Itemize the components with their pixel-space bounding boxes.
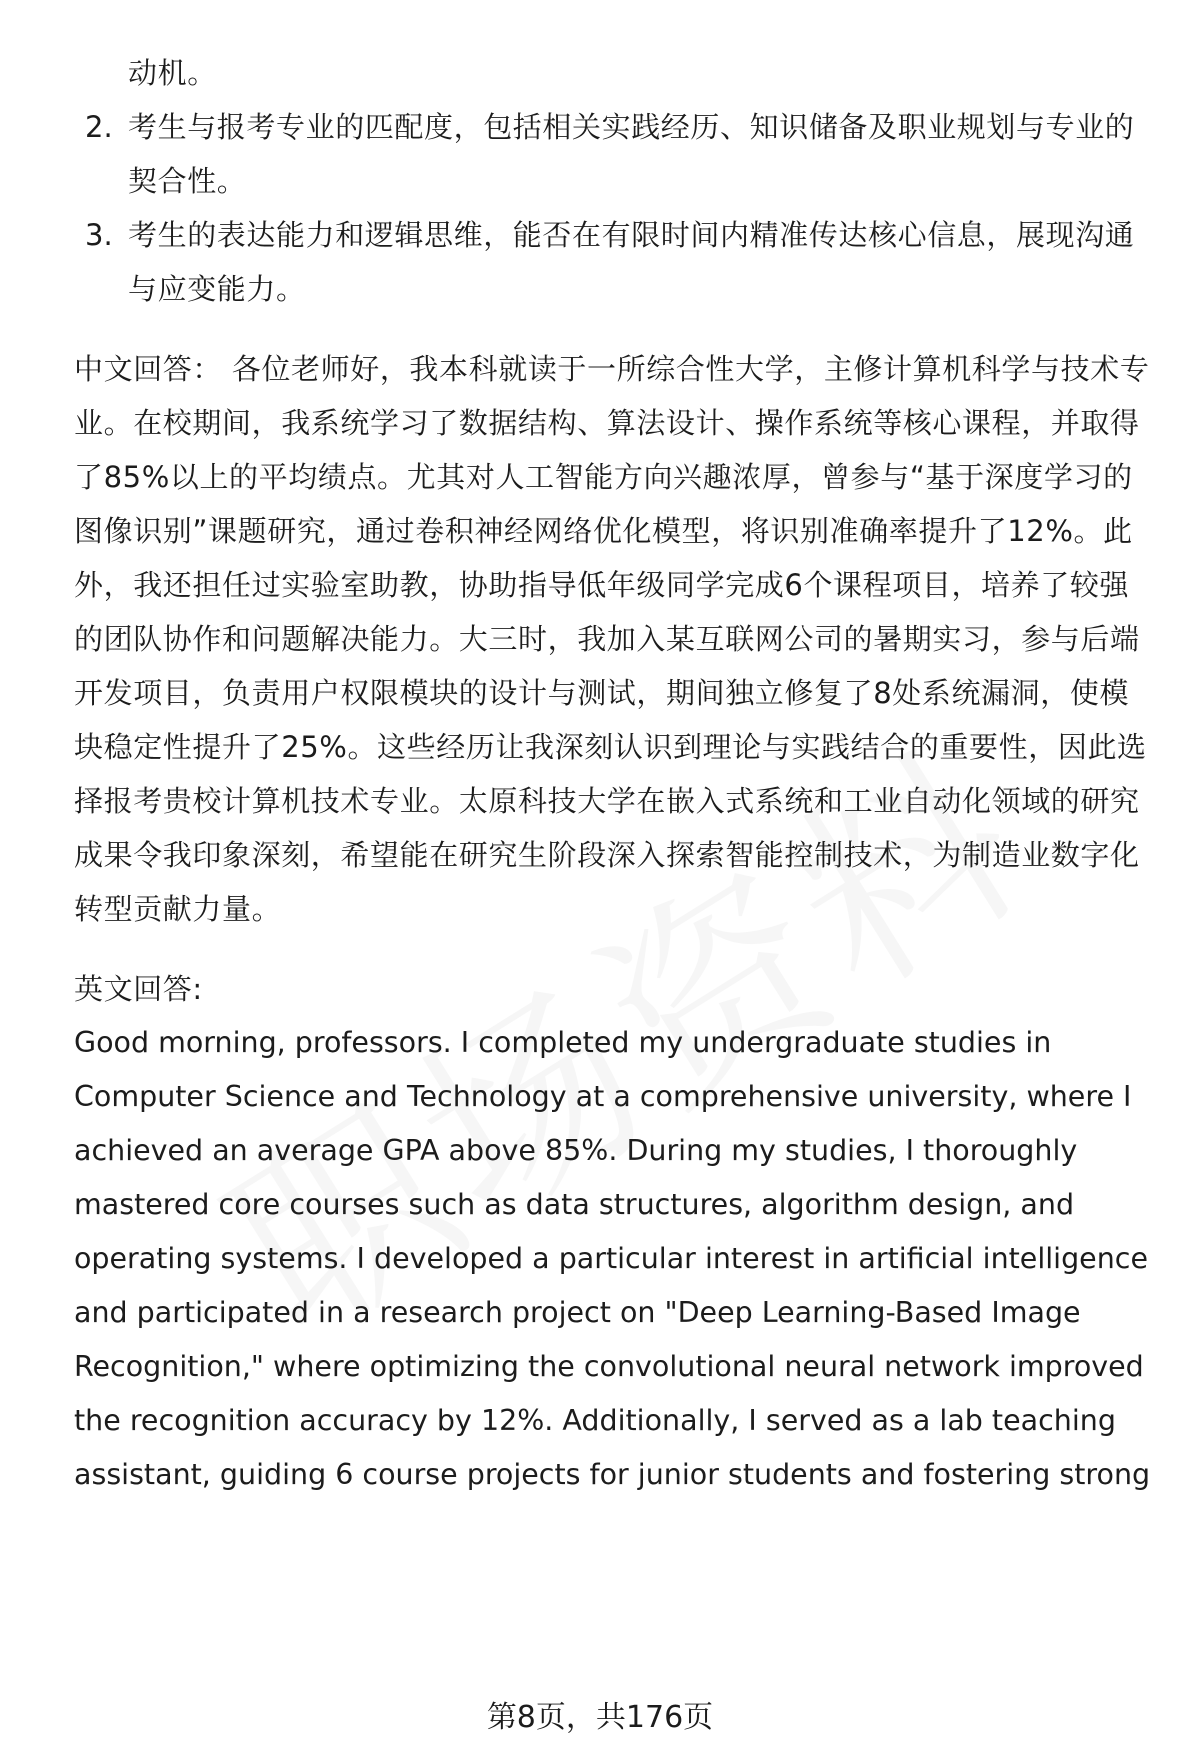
list-item-2-number: 2.: [85, 110, 113, 144]
cn-answer-line-11: 转型贡献力量。: [74, 892, 282, 926]
list-item-2-line-1: 考生与报考专业的匹配度，包括相关实践经历、知识储备及职业规划与专业的: [128, 110, 1135, 144]
list-item-2-line-2: 契合性。: [128, 164, 247, 198]
page-number-footer: 第8页，共176页: [486, 1700, 714, 1735]
en-answer-line-4: mastered core courses such as data structures, algorithm design, and: [74, 1188, 1075, 1221]
cn-answer-line-3: 了85%以上的平均绩点。尤其对人工智能方向兴趣浓厚，曾参与“基于深度学习的: [74, 460, 1133, 494]
list-item-3-line-2: 与应变能力。: [128, 272, 306, 306]
cn-answer-line-8: 块稳定性提升了25%。这些经历让我深刻认识到理论与实践结合的重要性，因此选: [74, 730, 1147, 764]
list-item-3-line-1: 考生的表达能力和逻辑思维，能否在有限时间内精准传达核心信息，展现沟通: [128, 218, 1135, 252]
en-answer-heading: 英文回答:: [74, 972, 203, 1006]
en-answer-line-5: operating systems. I developed a particular interest in artificial intelligence: [74, 1242, 1148, 1275]
list-item-3-number: 3.: [85, 218, 113, 252]
cn-answer-line-10: 成果令我印象深刻，希望能在研究生阶段深入探索智能控制技术，为制造业数字化: [74, 838, 1140, 872]
cn-answer-line-4: 图像识别”课题研究，通过卷积神经网络优化模型，将识别准确率提升了12%。此: [74, 514, 1133, 548]
cn-answer-line-7: 开发项目，负责用户权限模块的设计与测试，期间独立修复了8处系统漏洞，使模: [74, 676, 1130, 710]
cn-answer-line-2: 业。在校期间，我系统学习了数据结构、算法设计、操作系统等核心课程，并取得: [74, 406, 1140, 440]
en-answer-line-8: the recognition accuracy by 12%. Additionally, I served as a lab teaching: [74, 1404, 1116, 1437]
cn-answer-line-5: 外，我还担任过实验室助教，协助指导低年级同学完成6个课程项目，培养了较强: [74, 568, 1130, 602]
cn-answer-line-6: 的团队协作和问题解决能力。大三时，我加入某互联网公司的暑期实习，参与后端: [74, 622, 1140, 656]
en-answer-line-6: and participated in a research project on "Deep Learning-Based Image: [74, 1296, 1081, 1329]
en-answer-line-9: assistant, guiding 6 course projects for junior students and fostering strong: [74, 1458, 1151, 1491]
cn-answer-line-1: 中文回答： 各位老师好，我本科就读于一所综合性大学，主修计算机科学与技术专: [74, 352, 1150, 386]
en-answer-line-1: Good morning, professors. I completed my undergraduate studies in: [74, 1026, 1052, 1059]
en-answer-line-2: Computer Science and Technology at a comprehensive university, where I: [74, 1080, 1132, 1113]
en-answer-line-7: Recognition," where optimizing the convolutional neural network improved: [74, 1350, 1144, 1383]
list-item-1-line-1: 动机。: [128, 56, 217, 90]
cn-answer-line-9: 择报考贵校计算机技术专业。太原科技大学在嵌入式系统和工业自动化领域的研究: [74, 784, 1140, 818]
en-answer-line-3: achieved an average GPA above 85%. During my studies, I thoroughly: [74, 1134, 1078, 1167]
